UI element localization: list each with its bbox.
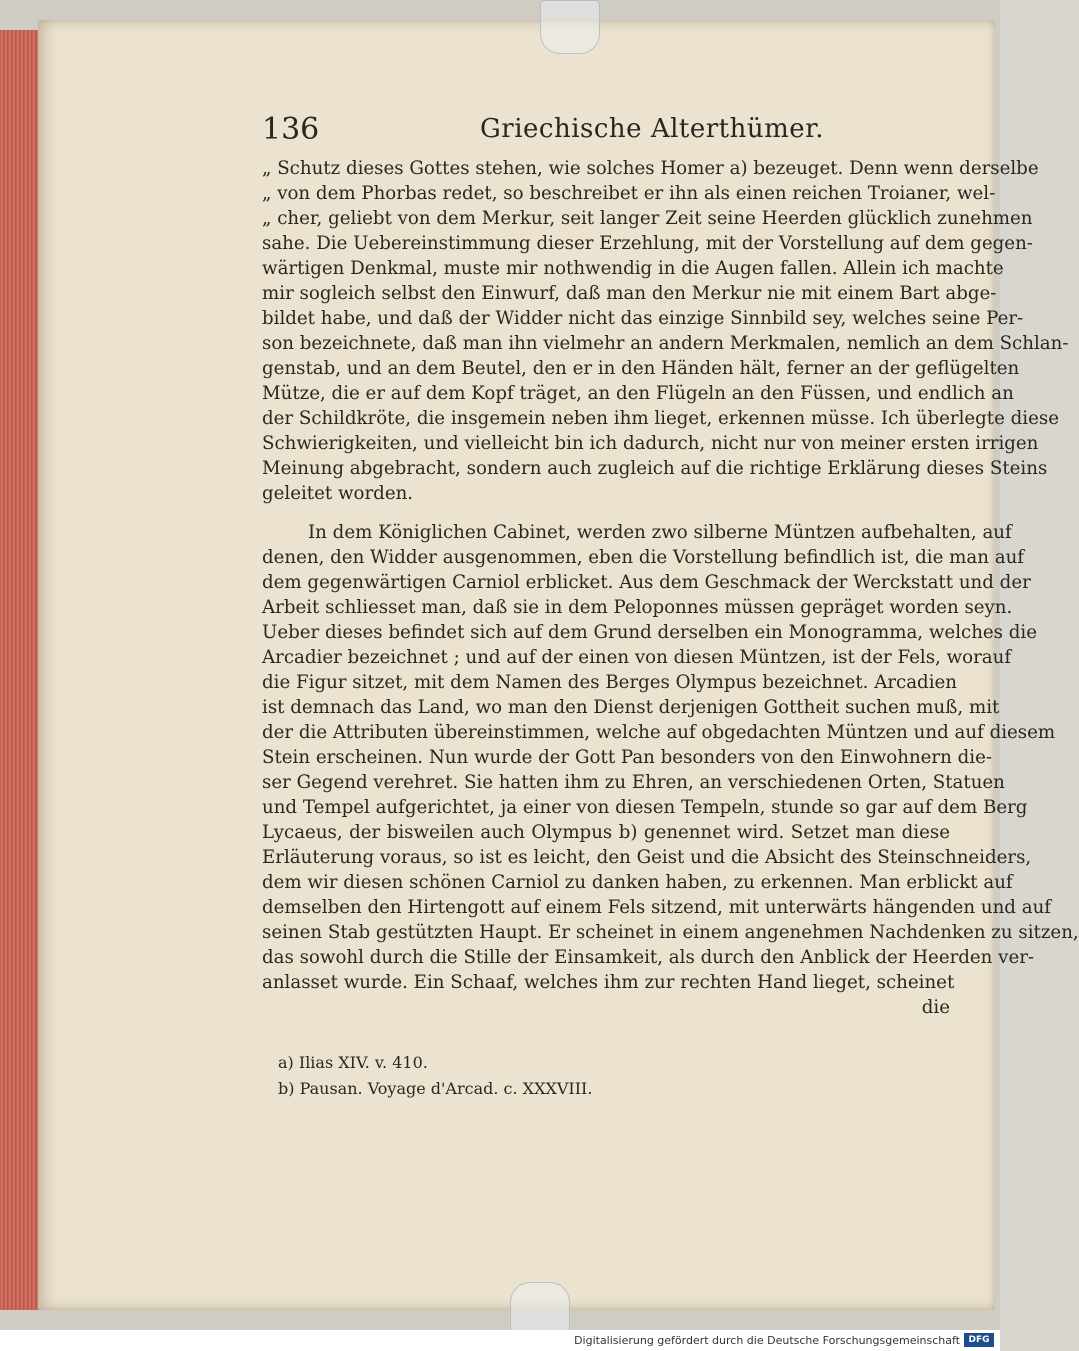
text-line: der Schildkröte, die insgemein neben ihm lieget, erkennen müsse. Ich überlegte diese — [262, 408, 1059, 429]
dfg-logo-icon: DFG — [964, 1333, 994, 1347]
text-line: das sowohl durch die Stille der Einsamkeit, als durch den Anblick der Heerden ver- — [262, 947, 1035, 968]
page-clip-bottom — [510, 1282, 570, 1332]
text-line: wärtigen Denkmal, muste mir nothwendig in die Augen fallen. Allein ich machte — [262, 258, 1004, 279]
body-text — [262, 156, 1079, 1020]
page-clip-top — [540, 0, 600, 54]
footnotes — [278, 1050, 798, 1102]
text-line: Mütze, die er auf dem Kopf träget, an den Flügeln an den Füssen, und endlich an — [262, 383, 1014, 404]
footnote-a: a) Ilias XIV. v. 410. — [278, 1053, 428, 1072]
text-line: Lycaeus, der bisweilen auch Olympus b) genennet wird. Setzet man diese — [262, 822, 950, 843]
paragraph-gap — [262, 506, 950, 520]
catchword: die — [921, 997, 950, 1018]
text-line: Schwierigkeiten, und vielleicht bin ich dadurch, nicht nur von meiner ersten irrigen — [262, 433, 1039, 454]
paragraph-2 — [262, 520, 1079, 995]
text-line: demselben den Hirtengott auf einem Fels sitzend, mit unterwärts hängenden und auf — [262, 897, 1052, 918]
text-line: „ cher, geliebt von dem Merkur, seit langer Zeit seine Heerden glücklich zunehmen — [262, 208, 1033, 229]
text-line: „ Schutz dieses Gottes stehen, wie solches Homer a) bezeuget. Denn wenn derselbe — [262, 158, 1039, 179]
text-line: Meinung abgebracht, sondern auch zugleich auf die richtige Erklärung dieses Steins — [262, 458, 1048, 479]
text-line: In dem Königlichen Cabinet, werden zwo silberne Müntzen aufbehalten, auf — [308, 522, 1012, 543]
text-line: Arbeit schliesset man, daß sie in dem Peloponnes müssen gepräget worden seyn. — [262, 597, 1013, 618]
text-line: ist demnach das Land, wo man den Dienst derjenigen Gottheit suchen muß, mit — [262, 697, 1000, 718]
digitization-credit: Digitalisierung gefördert durch die Deutsche Forschungsgemeinschaft — [574, 1334, 960, 1347]
page-number: 136 — [262, 112, 320, 147]
text-line: seinen Stab gestützten Haupt. Er scheinet in einem angenehmen Nachdenken zu sitzen, — [262, 922, 1079, 943]
text-line: sahe. Die Uebereinstimmung dieser Erzehlung, mit der Vorstellung auf dem gegen- — [262, 233, 1033, 254]
text-line: ser Gegend verehret. Sie hatten ihm zu Ehren, an verschiedenen Orten, Statuen — [262, 772, 1005, 793]
text-line: son bezeichnete, daß man ihn vielmehr an andern Merkmalen, nemlich an dem Schlan- — [262, 333, 1069, 354]
text-line: dem wir diesen schönen Carniol zu danken haben, zu erkennen. Man erblickt auf — [262, 872, 1013, 893]
text-line: bildet habe, und daß der Widder nicht das einzige Sinnbild sey, welches seine Per- — [262, 308, 1024, 329]
text-line: denen, den Widder ausgenommen, eben die Vorstellung befindlich ist, die man auf — [262, 547, 1025, 568]
text-line: die Figur sitzet, mit dem Namen des Berges Olympus bezeichnet. Arcadien — [262, 672, 957, 693]
text-line: genstab, und an dem Beutel, den er in den Händen hält, ferner an der geflügelten — [262, 358, 1020, 379]
text-line: der die Attributen übereinstimmen, welche auf obgedachten Müntzen und auf diesem — [262, 722, 1056, 743]
paragraph-1 — [262, 156, 1069, 506]
text-line: und Tempel aufgerichtet, ja einer von diesen Tempeln, stunde so gar auf dem Berg — [262, 797, 1028, 818]
text-line: „ von dem Phorbas redet, so beschreibet er ihn als einen reichen Troianer, wel- — [262, 183, 996, 204]
text-line: Stein erscheinen. Nun wurde der Gott Pan besonders von den Einwohnern die- — [262, 747, 992, 768]
text-line: geleitet worden. — [262, 483, 414, 504]
text-line: Ueber dieses befindet sich auf dem Grund derselben ein Monogramma, welches die — [262, 622, 1038, 643]
page-header-title: Griechische Alterthümer. — [480, 114, 824, 144]
text-line: anlasset wurde. Ein Schaaf, welches ihm zur rechten Hand lieget, scheinet — [262, 972, 955, 993]
text-line: Arcadier bezeichnet ; und auf der einen von diesen Müntzen, ist der Fels, worauf — [262, 647, 1012, 668]
running-head — [262, 112, 942, 152]
digitization-footer — [0, 1330, 1000, 1351]
book-page-edges — [0, 30, 41, 1310]
text-line: Erläuterung voraus, so ist es leicht, den Geist und die Absicht des Steinschneiders, — [262, 847, 1032, 868]
text-line: mir sogleich selbst den Einwurf, daß man den Merkur nie mit einem Bart abge- — [262, 283, 997, 304]
text-line: dem gegenwärtigen Carniol erblicket. Aus dem Geschmack der Werckstatt und der — [262, 572, 1031, 593]
footnote-b: b) Pausan. Voyage d'Arcad. c. XXXVIII. — [278, 1079, 593, 1098]
